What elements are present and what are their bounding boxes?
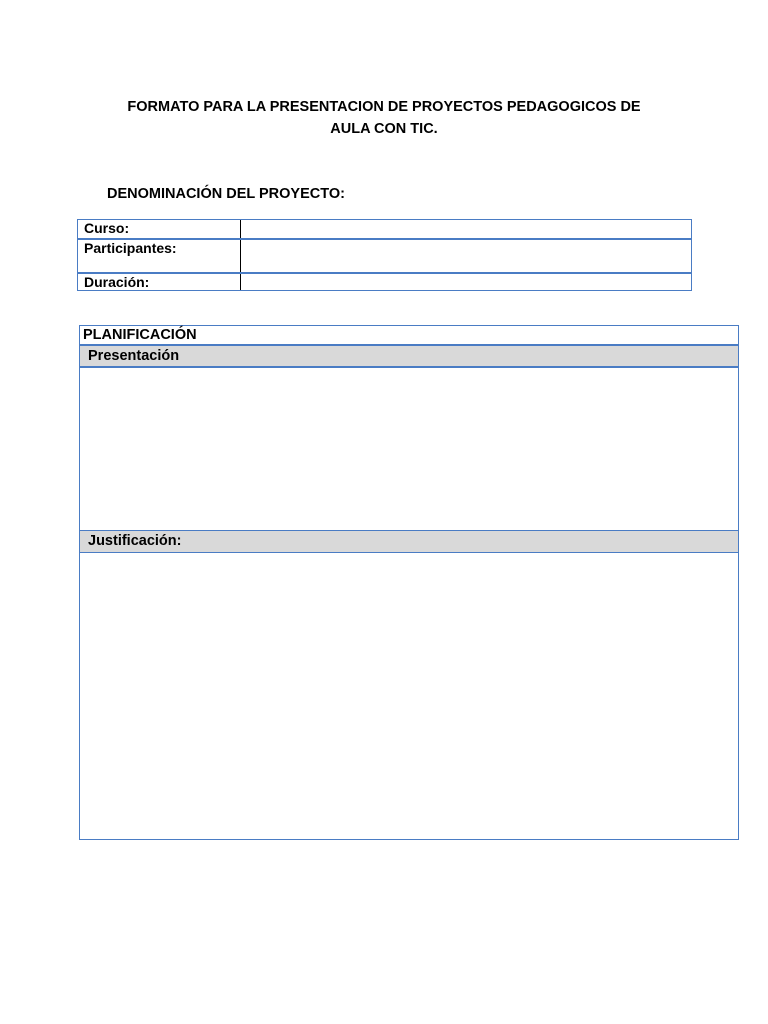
participantes-value-cell[interactable] [241, 240, 691, 272]
document-title-line-2: AULA CON TIC. [330, 121, 438, 137]
justification-content-area[interactable] [80, 553, 738, 839]
info-row-curso [78, 220, 691, 238]
presentation-content-area[interactable] [80, 368, 738, 530]
document-title-line-1: FORMATO PARA LA PRESENTACION DE PROYECTOS PEDAGOGICOS DE [127, 99, 641, 115]
document-title [100, 96, 668, 140]
duracion-value-cell[interactable] [241, 274, 691, 290]
justification-section-heading: Justificación: [80, 530, 738, 553]
info-row-participantes [78, 238, 691, 272]
project-name-label: DENOMINACIÓN DEL PROYECTO: [107, 186, 345, 202]
info-row-duracion [78, 272, 691, 290]
presentation-section-heading: Presentación [80, 346, 738, 368]
planning-table [79, 325, 739, 840]
duracion-label: Duración: [78, 274, 241, 290]
planning-header: PLANIFICACIÓN [80, 326, 738, 346]
curso-value-cell[interactable] [241, 220, 691, 238]
participantes-label: Participantes: [78, 240, 241, 272]
project-info-table [77, 219, 692, 291]
curso-label: Curso: [78, 220, 241, 238]
